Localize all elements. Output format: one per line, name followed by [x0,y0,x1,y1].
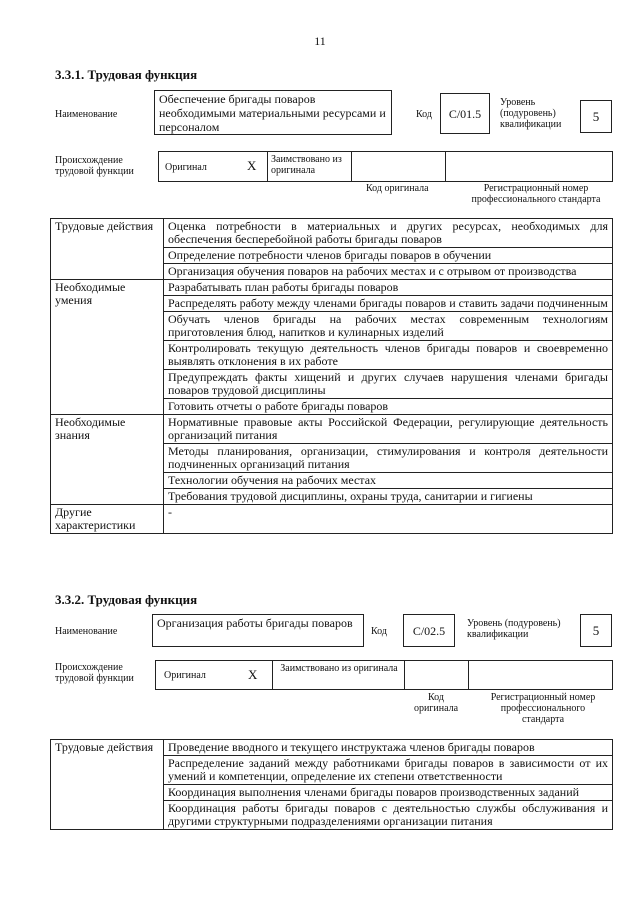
original-mark: X [247,158,257,173]
table-cell: Обучать членов бригады на рабочих местах современным технологиям приготовления блюд, напитков и кулинарных изделий [164,312,613,341]
name-label: Наименование [55,626,118,637]
row-label: Другие характеристики [51,505,164,534]
origin-label: Происхождение трудовой функции [55,662,134,684]
table-cell: Распределять работу между членами бригады поваров и ставить задачи подчиненным [164,296,613,312]
row-label: Необходимые знания [51,415,164,505]
function-name-field: Организация работы бригады поваров [152,614,364,647]
borrowed-label: Заимствовано из оригинала [280,663,398,674]
table-cell: Готовить отчеты о работе бригады поваров [164,399,613,415]
code-field: C/01.5 [440,93,490,134]
orig-code-label: Код оригинала [366,183,429,194]
function-name-field: Обеспечение бригады поваров необходимыми материальными ресурсами и персоналом [154,90,392,135]
origin-table [155,660,613,690]
table-cell: Методы планирования, организации, стимулирования и контроля деятельности подчиненных организаций питания [164,444,613,473]
table-cell: Распределение заданий между работниками бригады поваров в зависимости от их умений и компетенции, определение их степени ответственности [164,756,613,785]
origin-table [158,151,613,182]
page-number: 11 [314,34,326,48]
section-heading-332: 3.3.2. Трудовая функция [55,592,198,607]
reg-num-label: Регистрационный номер профессионального стандарта [471,183,601,205]
section-332-table [50,739,613,830]
code-field: C/02.5 [403,614,455,647]
original-label: Оригинал [164,670,206,681]
table-cell: Определение потребности членов бригады поваров в обучении [164,248,613,264]
row-label: Трудовые действия [51,740,164,830]
level-field: 5 [580,614,612,647]
orig-code-label: Код оригинала [413,692,459,714]
level-label: Уровень (подуровень) квалификации [467,618,561,640]
table-cell: - [164,505,613,534]
code-label: Код [416,109,432,120]
table-cell: Проведение вводного и текущего инструктажа членов бригады поваров [164,740,613,756]
table-cell: Предупреждать факты хищений и других случаев нарушения членами бригады поваров трудовой дисциплины [164,370,613,399]
level-label: Уровень (подуровень) квалификации [500,97,562,130]
table-cell: Разрабатывать план работы бригады поваров [164,280,613,296]
table-cell: Требования трудовой дисциплины, охраны труда, санитарии и гигиены [164,489,613,505]
row-label: Необходимые умения [51,280,164,415]
level-field: 5 [580,100,612,133]
table-cell: Нормативные правовые акты Российской Федерации, регулирующие деятельность организаций питания [164,415,613,444]
table-cell: Контролировать текущую деятельность членов бригады поваров и своевременно выявлять отклонения в их работе [164,341,613,370]
table-cell: Оценка потребности в материальных и других ресурсах, необходимых для обеспечения бесперебойной работы бригады поваров [164,219,613,248]
table-cell: Организация обучения поваров на рабочих местах и с отрывом от производства [164,264,613,280]
origin-label: Происхождение трудовой функции [55,155,134,177]
reg-num-label: Регистрационный номер профессионального стандарта [490,692,596,725]
code-label: Код [371,626,387,637]
name-label: Наименование [55,109,118,120]
borrowed-label: Заимствовано из оригинала [271,154,342,176]
row-label: Трудовые действия [51,219,164,280]
table-cell: Координация работы бригады поваров с деятельностью службы обслуживания и другими структурными подразделениями организации питания [164,801,613,830]
table-cell: Координация выполнения членами бригады поваров производственных заданий [164,785,613,801]
original-label: Оригинал [165,162,207,173]
section-heading-331: 3.3.1. Трудовая функция [55,67,198,82]
table-cell: Технологии обучения на рабочих местах [164,473,613,489]
section-331-table [50,218,613,534]
original-mark: X [248,667,258,682]
